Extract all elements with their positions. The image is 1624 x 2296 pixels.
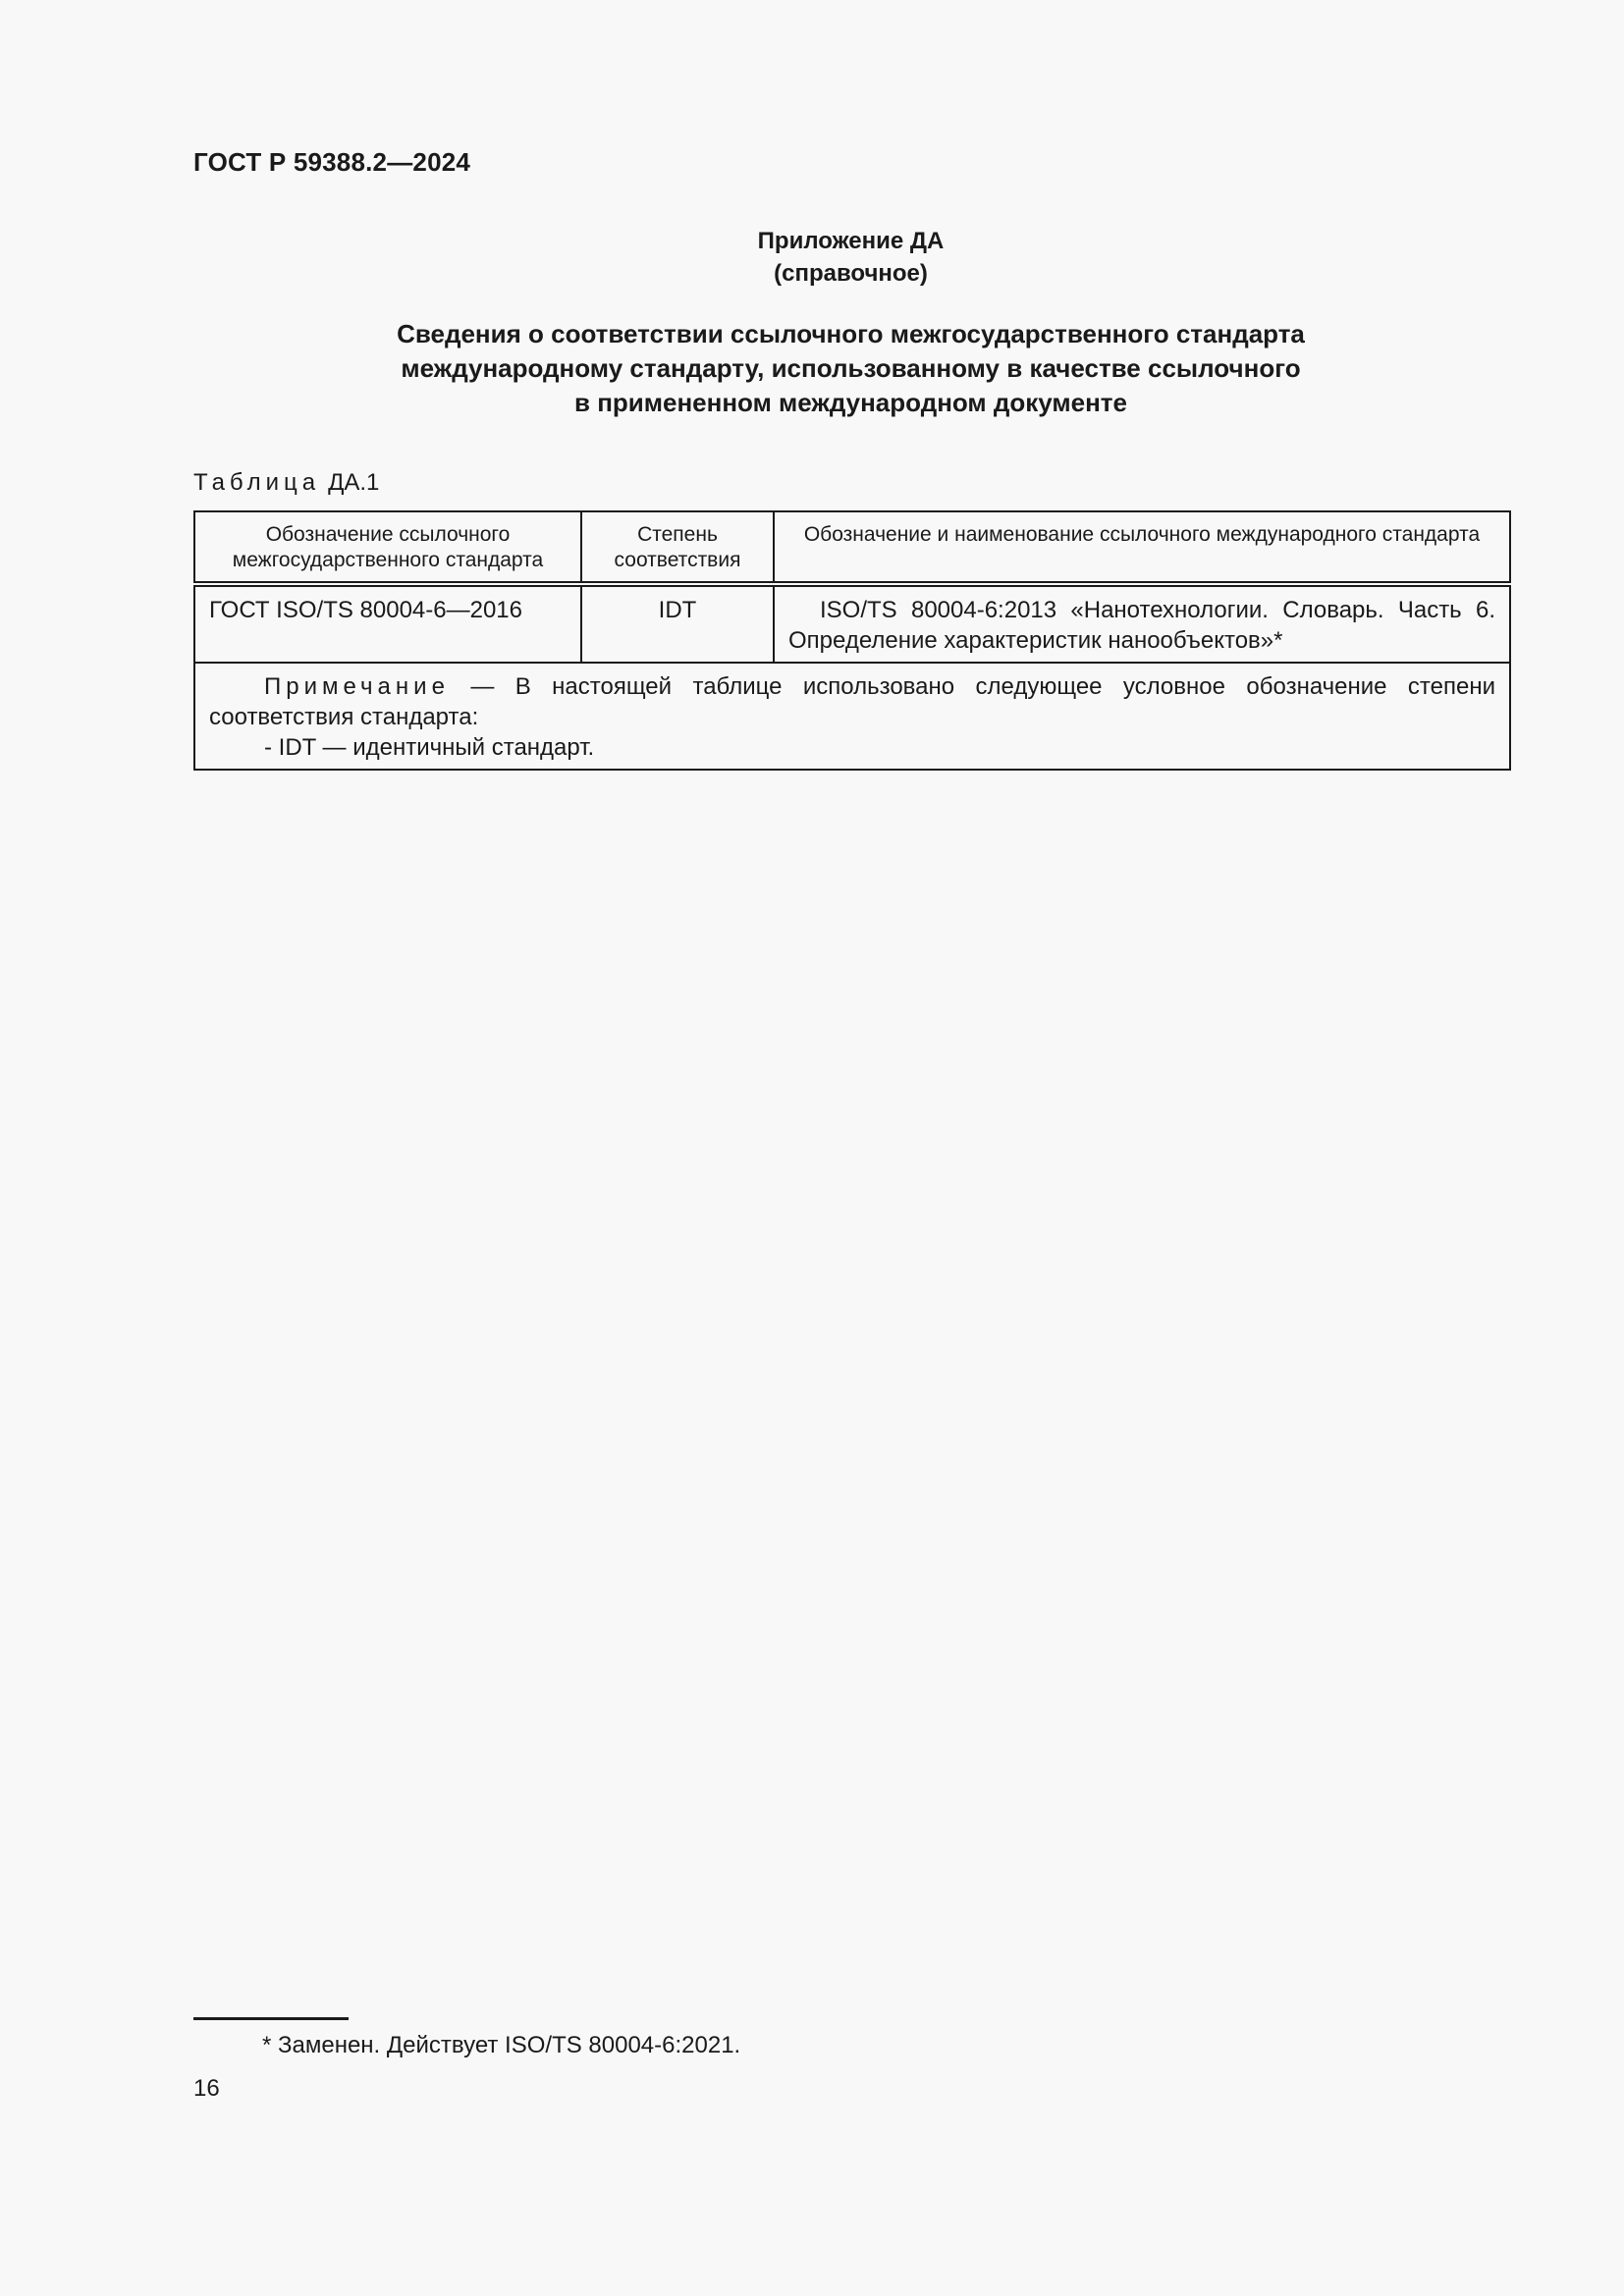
appendix-header <box>193 225 1508 290</box>
footnote-divider <box>193 2017 349 2020</box>
column-header-national: Обозначение ссылочного межгосударственного стандарта <box>194 511 581 584</box>
cell-national-standard: ГОСТ ISO/TS 80004-6—2016 <box>194 584 581 663</box>
table-caption-word: Таблица <box>193 469 321 496</box>
appendix-title <box>193 317 1508 420</box>
note-label: Примечание <box>264 673 450 700</box>
appendix-label: Приложение ДА <box>757 228 945 254</box>
table-note <box>194 663 1510 770</box>
note-paragraph <box>209 671 1495 732</box>
conformity-table <box>193 510 1511 771</box>
appendix-title-line: Сведения о соответствии ссылочного межгосударственного стандарта <box>397 319 1305 348</box>
note-item: - IDT — идентичный стандарт. <box>264 734 595 761</box>
document-code: ГОСТ Р 59388.2—2024 <box>193 147 471 177</box>
table-note-row <box>194 663 1510 770</box>
appendix-title-line: в примененном международном документе <box>574 388 1127 417</box>
page-number: 16 <box>193 2075 220 2102</box>
table-header-row <box>194 511 1510 584</box>
cell-degree: IDT <box>581 584 774 663</box>
table-caption <box>193 469 379 497</box>
footnote: * Заменен. Действует ISO/TS 80004-6:2021. <box>262 2032 741 2058</box>
appendix-title-line: международному стандарту, использованному в качестве ссылочного <box>401 353 1301 383</box>
column-header-international: Обозначение и наименование ссылочного международного стандарта <box>774 511 1510 584</box>
table-row <box>194 584 1510 663</box>
column-header-degree: Степень соответствия <box>581 511 774 584</box>
table-caption-number: ДА.1 <box>328 469 380 496</box>
note-text: — В настоящей таблице использовано следующее условное обозначение степени соответствия стандарта: <box>209 673 1495 730</box>
appendix-kind: (справочное) <box>774 260 928 287</box>
cell-international-standard: ISO/TS 80004-6:2013 «Нанотехнологии. Словарь. Часть 6. Определение характеристик нанообъектов»* <box>774 584 1510 663</box>
